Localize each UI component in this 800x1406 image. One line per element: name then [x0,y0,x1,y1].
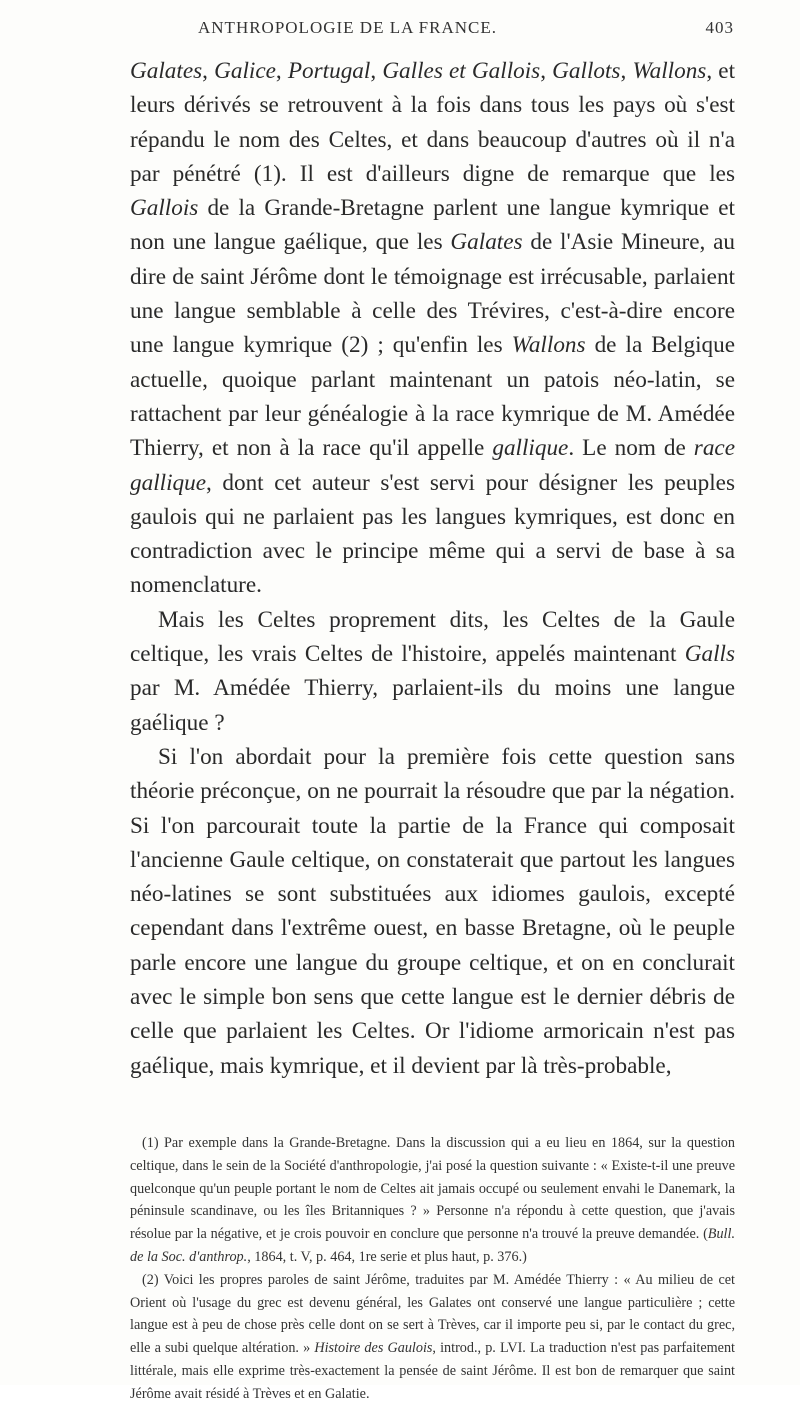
text-run: , [275,58,288,84]
footnote-2 [130,1269,735,1406]
text-run: de l'Asie Mineure, au dire de saint Jérôme dont le témoignage est irrécusable, parlaient une langue semblable à celle des Trévires, c'est-à-dire encore une langue kymrique (2) ; qu'enfin les [130,229,735,359]
text-run: , [202,58,215,84]
text-run: , [620,58,633,84]
text-run: par M. Amédée Thierry, parlaient-ils du moins une langue gaélique ? [130,675,735,736]
term-galates: Galates [130,58,203,84]
text-run: de la Grande-Bretagne parlent une langue kymrique et non une langue gaélique, que les [130,195,735,256]
citation-bulletin: Bull. de la Soc. d'anthrop. [130,1226,735,1265]
term-wallons: Wallons [632,58,707,84]
text-run: , [370,58,383,84]
text-run: , introd., p. LVI. La traduction n'est pas parfaitement littérale, mais elle exprime très-exactement la pensée de saint Jérôme. Il est bon de remarquer que saint Jérôme avait résidé à Trèves et en Galatie. [130,1340,735,1402]
text-run: , dont cet auteur s'est servi pour désigner les peuples gaulois qui ne parlaient pas les langues kymriques, est donc en contradiction avec le principe même qui a servi de base à sa nomenclature. [130,469,735,599]
running-title: ANTHROPOLOGIE DE LA FRANCE. [198,18,497,37]
term-portugal: Portugal [287,58,371,84]
term-gallique: gallique [492,435,569,462]
term-galice: Galice [214,58,276,84]
term-galates-asie: Galates [450,229,523,256]
text-run: , et leurs dérivés se retrouvent à la fois dans tous les pays où s'est répandu le nom des Celtes, et dans beaucoup d'autres où il n'a par pénétré (1). Il est d'ailleurs digne de remarque que les [130,58,736,187]
footnotes [130,1132,735,1406]
term-galls: Galls [684,641,735,668]
text-run: (1) Par exemple dans la Grande-Bretagne. Dans la discussion qui a eu lieu en 1864, sur la question celtique, dans le sein de la Société d'anthropologie, j'ai posé la question suivante : « Existe-t-il une preuve quelconque qu'un peuple portant le nom de Celtes ait jamais occupé ou seulement envahi le Danemark, la péninsule scandinave, ou les îles Britanniques ? » Personne n'a répondu à cette question, que j'avais résolue par la négative, et je crois pouvoir en conclure que personne n'a trouvé la preuve demandée. ( [130,1135,735,1243]
paragraph-2 [130,603,735,740]
term-gallois: Gallois [130,195,199,222]
running-head [130,18,734,42]
text-run: , [540,58,553,84]
text-run: de la Belgique actuelle, quoique parlant maintenant un patois néo-latin, se rattachent par leur généalogie à la race kymrique de M. Amédée Thierry, et non à la race qu'il appelle [130,332,735,462]
text-run: (2) Voici les propres paroles de saint Jérôme, traduites par M. Amédée Thierry : « Au milieu de cet Orient où l'usage du grec est devenu général, les Galates ont conservé une langue particulière ; cette langue est à peu de chose près celle dont on se sert à Trèves, car il importe peu si, par le contact du grec, elle a subi quelque altération. » [130,1271,735,1357]
paragraph-1 [130,54,735,603]
text-run: , 1864, t. V, p. 464, 1re serie et plus haut, p. 376.) [247,1248,527,1265]
term-gallots: Gallots [552,58,621,84]
paragraph-3: Si l'on abordait pour la première fois cette question sans théorie préconçue, on ne pourrait la résoudre que par la négation. Si l'on parcourait toute la partie de la France qui composait l'ancienne Gaule celtique, on constaterait que partout les langues néo-latines se sont substituées aux idiomes gaulois, excepté cependant dans l'extrême ouest, en basse Bretagne, où le peuple parle encore une langue du groupe celtique, et on en conclurait avec le simple bon sens que cette langue est le dernier débris de celle que parlaient les Celtes. Or l'idiome armoricain n'est pas gaélique, mais kymrique, et il devient par là très-probable, [130,743,735,1079]
footnote-1 [130,1132,735,1269]
text-run: . Le nom de [568,435,694,462]
term-galles-gallois: Galles et Gallois [382,58,541,84]
term-race-gallique: race gallique [130,435,735,496]
page-number: 403 [705,18,734,37]
term-wallons-belgique: Wallons [511,332,586,359]
citation-histoire-gaulois: Histoire des Gaulois [314,1340,433,1357]
text-run: Mais les Celtes proprement dits, les Celtes de la Gaule celtique, les vrais Celtes de l'histoire, appelés maintenant [130,606,735,668]
main-text [130,54,735,1083]
